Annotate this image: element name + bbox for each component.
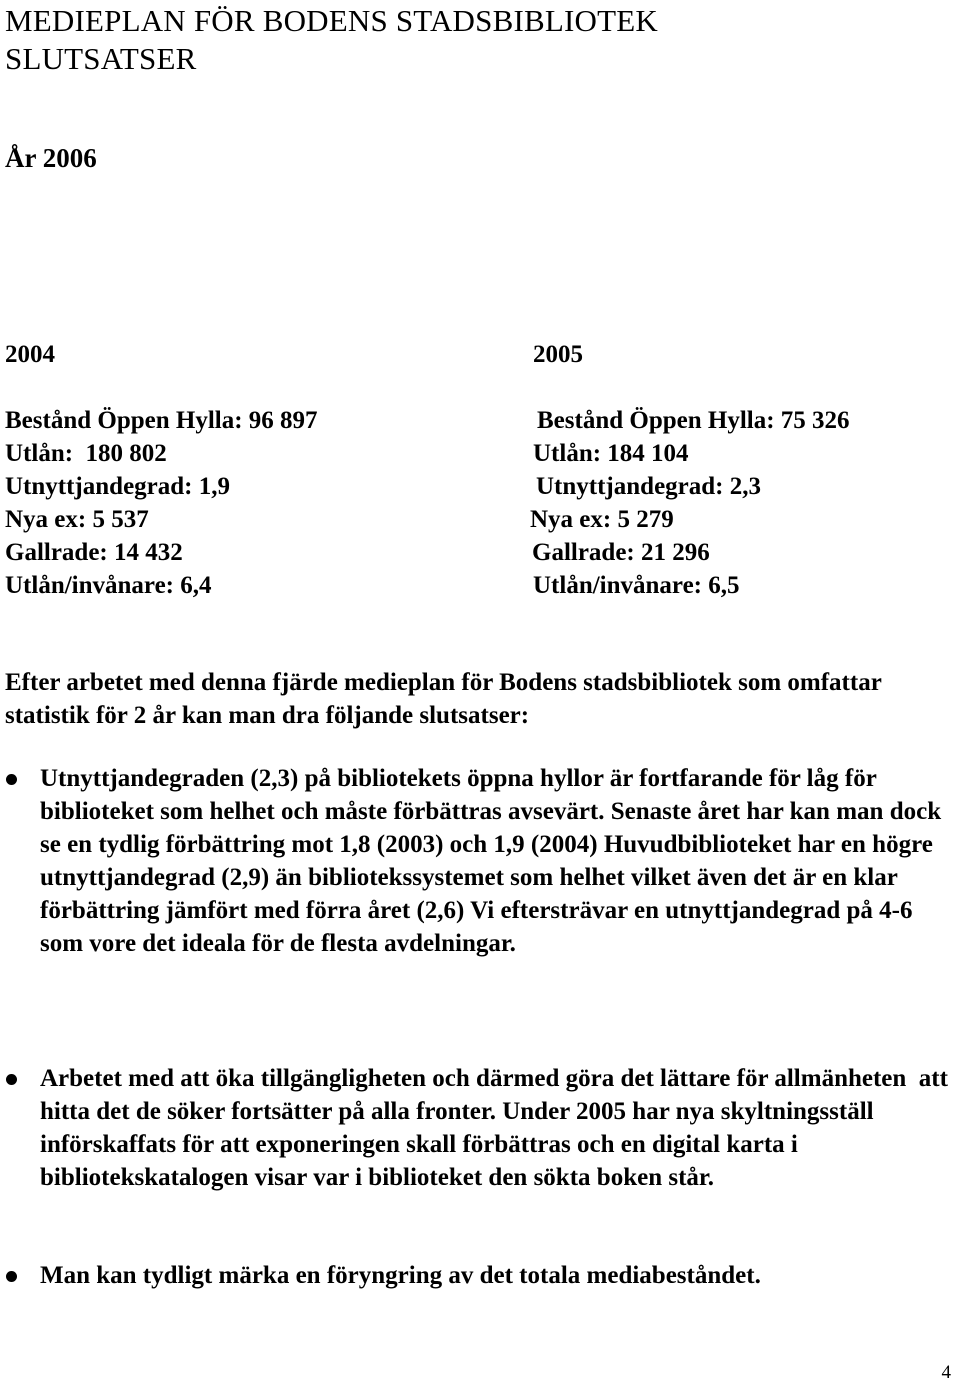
stats-column-2005 xyxy=(530,338,850,602)
stat-gallrade: Gallrade: 21 296 xyxy=(532,539,710,566)
stat-gallrade: Gallrade: 14 432 xyxy=(5,539,183,566)
title-line-1: MEDIEPLAN FÖR BODENS STADSBIBLIOTEK xyxy=(5,3,658,38)
stat-utlan-per-invanare: Utlån/invånare: 6,4 xyxy=(5,572,212,599)
intro-paragraph: Efter arbetet med denna fjärde medieplan för Bodens stadsbibliotek som omfattar statistik för 2 år kan man dra följande slutsatser: xyxy=(5,669,882,729)
stat-utlan: Utlån: 184 104 xyxy=(533,440,689,467)
page-number: 4 xyxy=(941,1362,951,1383)
bullet-icon xyxy=(6,774,17,785)
document-title xyxy=(5,2,658,78)
stat-nya-ex: Nya ex: 5 279 xyxy=(530,506,674,533)
conclusion-text: Arbetet med att öka tillgängligheten och därmed göra det lättare för allmänheten att hitta det de söker fortsätter på alla fronter. Under 2005 har nya skyltningsställ införskaffats för att exponeringen skall förbättras och en digital karta i bibliotekskatalogen visar var i biblioteket den sökta boken står. xyxy=(40,1065,955,1191)
conclusion-text: Man kan tydligt märka en föryngring av det totala mediabeståndet. xyxy=(40,1262,761,1289)
stats-column-2004 xyxy=(5,338,318,602)
stat-utnyttjandegrad: Utnyttjandegrad: 2,3 xyxy=(536,473,761,500)
stat-bestand: Bestånd Öppen Hylla: 96 897 xyxy=(5,407,318,434)
stat-utlan-per-invanare: Utlån/invånare: 6,5 xyxy=(533,572,740,599)
stat-utnyttjandegrad: Utnyttjandegrad: 1,9 xyxy=(5,473,230,500)
bullet-icon xyxy=(6,1271,17,1282)
column-year: 2004 xyxy=(5,341,55,368)
column-year: 2005 xyxy=(533,341,583,368)
bullet-icon xyxy=(6,1074,17,1085)
stat-utlan: Utlån: 180 802 xyxy=(5,440,167,467)
conclusion-text: Utnyttjandegraden (2,3) på bibliotekets öppna hyllor är fortfarande för låg för biblioteket som helhet och måste förbättras avsevärt. Senaste året har kan man dock se en tydlig förbättring mot 1,8 (2003) och 1,9 (2004) Huvudbiblioteket har en högre utnyttjandegrad (2,9) än bibliotekssystemet som helhet vilket även det är en klar förbättring jämfört med förra året (2,6) Vi eftersträvar en utnyttjandegrad på 4-6 som vore det ideala för de flesta avdelningar. xyxy=(40,765,942,957)
year-heading: År 2006 xyxy=(5,143,97,173)
stat-bestand: Bestånd Öppen Hylla: 75 326 xyxy=(537,407,850,434)
stat-nya-ex: Nya ex: 5 537 xyxy=(5,506,149,533)
title-line-2: SLUTSATSER xyxy=(5,41,197,76)
